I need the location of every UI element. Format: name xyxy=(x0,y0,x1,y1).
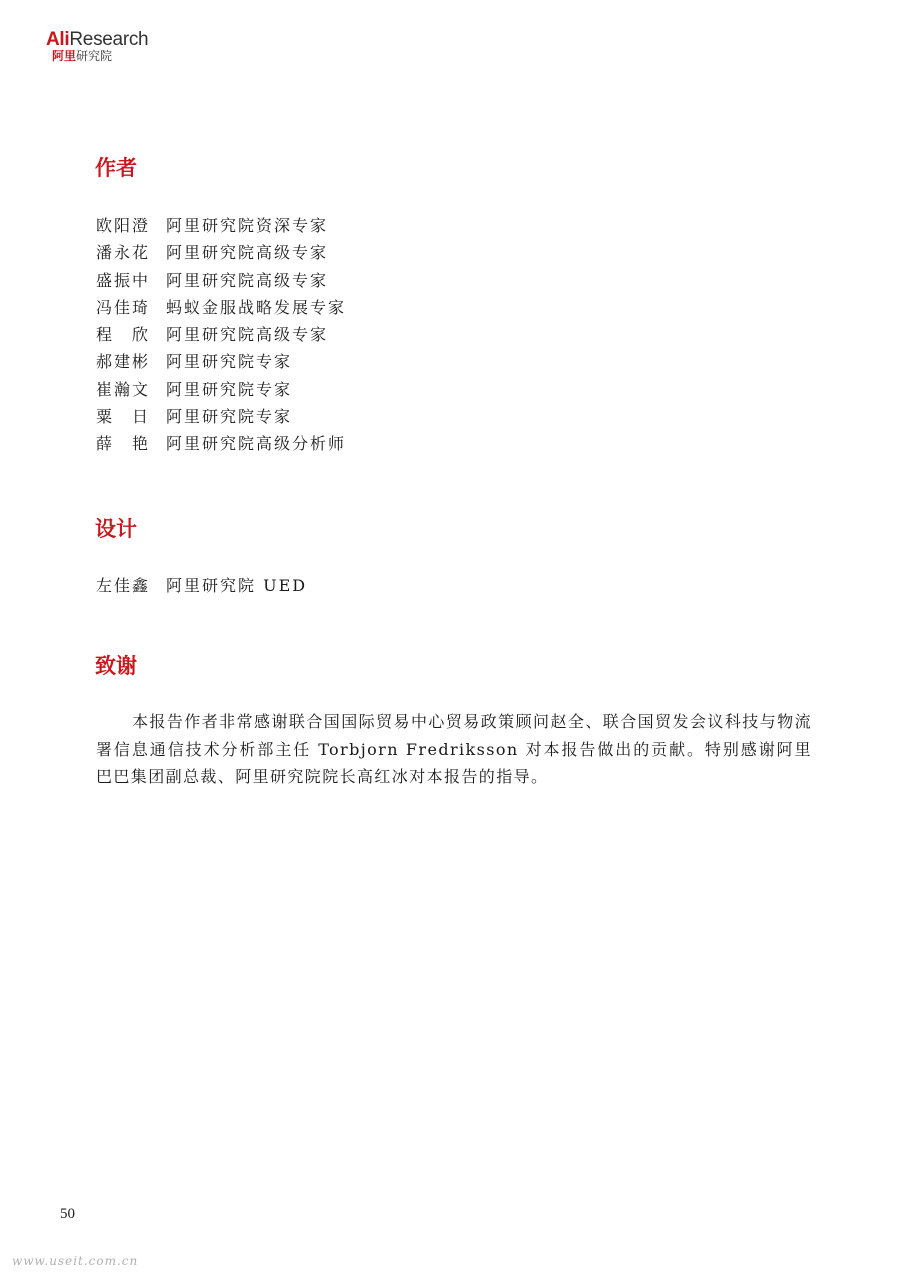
logo-institute-cn: 研究院 xyxy=(76,49,113,63)
acknowledgements-heading: 致谢 xyxy=(95,654,137,678)
designer-role: 阿里研究院 UED xyxy=(166,576,308,595)
author-name: 粟 日 xyxy=(96,407,151,427)
author-name: 程 欣 xyxy=(96,325,151,345)
designer-name: 左佳鑫 xyxy=(96,576,151,595)
author-row xyxy=(96,321,346,348)
author-role: 阿里研究院专家 xyxy=(166,407,293,427)
authors-heading: 作者 xyxy=(95,156,137,180)
author-row xyxy=(96,376,346,403)
author-row xyxy=(96,212,346,239)
author-row xyxy=(96,430,346,457)
author-name: 郝建彬 xyxy=(96,352,151,372)
author-name: 潘永花 xyxy=(96,243,151,263)
acknowledgements-paragraph: 本报告作者非常感谢联合国国际贸易中心贸易政策顾问赵全、联合国贸发会议科技与物流署信息通信技术分析部主任 Torbjorn Fredriksson 对本报告做出的贡献。特别感谢阿里巴巴集团副总裁、阿里研究院院长高红冰对本报告的指导。 xyxy=(96,712,812,786)
design-heading: 设计 xyxy=(95,517,137,541)
author-role: 阿里研究院高级专家 xyxy=(166,243,329,263)
site-watermark: www.useit.com.cn xyxy=(12,1254,139,1268)
author-role: 阿里研究院高级专家 xyxy=(166,270,329,290)
author-row xyxy=(96,403,346,430)
author-row xyxy=(96,239,346,266)
page-number: 50 xyxy=(60,1206,75,1222)
author-name: 崔瀚文 xyxy=(96,379,151,399)
logo-ali-cn: 阿里 xyxy=(52,49,77,63)
author-name: 薛 艳 xyxy=(96,434,151,454)
author-row xyxy=(96,348,346,375)
designer-row xyxy=(96,572,307,599)
logo-english xyxy=(46,30,148,49)
author-name: 欧阳澄 xyxy=(96,216,151,235)
author-role: 阿里研究院高级专家 xyxy=(166,325,329,345)
authors-list xyxy=(96,212,346,458)
logo-research: Research xyxy=(69,29,149,50)
author-row xyxy=(96,294,346,321)
author-role: 阿里研究院高级分析师 xyxy=(166,434,347,454)
aliresearch-logo xyxy=(46,30,148,62)
author-role: 阿里研究院专家 xyxy=(166,379,293,399)
author-row xyxy=(96,267,346,294)
author-role: 蚂蚁金服战略发展专家 xyxy=(166,297,347,317)
author-role: 阿里研究院专家 xyxy=(166,352,293,372)
logo-ali: Ali xyxy=(46,29,70,50)
author-role: 阿里研究院资深专家 xyxy=(166,216,329,235)
logo-chinese xyxy=(52,50,148,62)
author-name: 盛振中 xyxy=(96,270,151,290)
author-name: 冯佳琦 xyxy=(96,297,151,317)
